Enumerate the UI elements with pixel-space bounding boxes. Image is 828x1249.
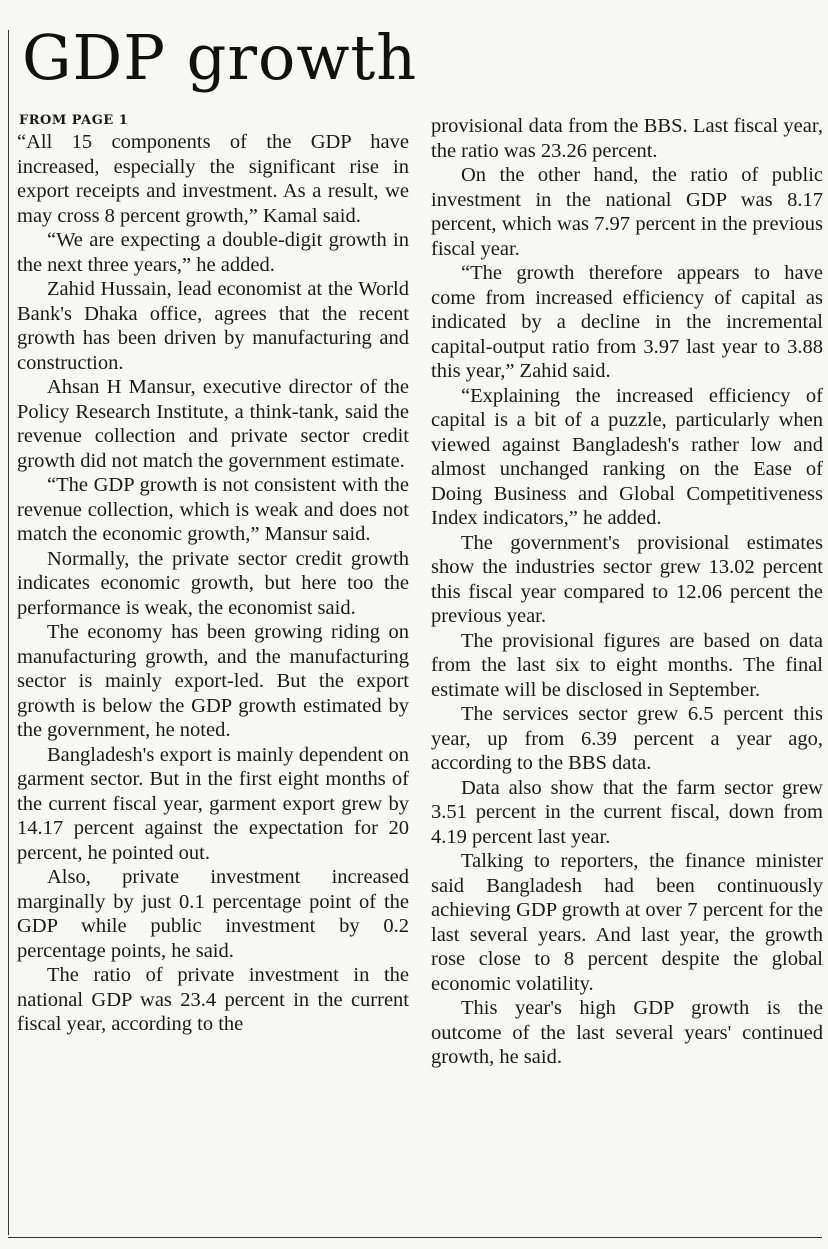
paragraph: This year's high GDP growth is the outcome of the last several years' continued growth, he said. bbox=[431, 997, 823, 1068]
paragraph: provisional data from the BBS. Last fiscal year, the ratio was 23.26 percent. bbox=[431, 115, 823, 162]
left-column-rule bbox=[8, 30, 9, 1235]
bottom-rule bbox=[8, 1237, 822, 1238]
paragraph: Zahid Hussain, lead economist at the World Bank's Dhaka office, agrees that the recent growth has been driven by manufacturing and construction. bbox=[17, 278, 409, 374]
right-column bbox=[431, 114, 823, 1070]
left-column bbox=[17, 112, 409, 1037]
paragraph: Normally, the private sector credit growth indicates economic growth, but here too the performance is weak, the economist said. bbox=[17, 547, 409, 619]
dateline: FROM PAGE 1 bbox=[19, 113, 129, 128]
paragraph: The services sector grew 6.5 percent this year, up from 6.39 percent a year ago, according to the BBS data. bbox=[431, 703, 823, 774]
paragraph: “We are expecting a double-digit growth in the next three years,” he added. bbox=[17, 229, 409, 276]
headline: GDP growth bbox=[22, 21, 418, 94]
paragraph: The government's provisional estimates show the industries sector grew 13.02 percent this fiscal year compared to 12.06 percent the previous year. bbox=[431, 531, 823, 627]
paragraph: On the other hand, the ratio of public investment in the national GDP was 8.17 percent, which was 7.97 percent in the previous fiscal year. bbox=[431, 164, 823, 260]
paragraph: The economy has been growing riding on manufacturing growth, and the manufacturing sector is mainly export-led. But the export growth is below the GDP growth estimated by the government, he noted. bbox=[17, 621, 409, 741]
paragraph: The provisional figures are based on data from the last six to eight months. The final estimate will be disclosed in September. bbox=[431, 629, 823, 701]
paragraph: Also, private investment increased marginally by just 0.1 percentage point of the GDP while public investment by 0.2 percentage points, he said. bbox=[17, 866, 409, 962]
paragraph: Data also show that the farm sector grew 3.51 percent in the current fiscal, down from 4.19 percent last year. bbox=[431, 776, 823, 848]
paragraph: Talking to reporters, the finance minister said Bangladesh had been continuously achieving GDP growth at over 7 percent for the last several years. And last year, the growth rose close to 8 percent despite the global economic volatility. bbox=[431, 850, 823, 995]
paragraph: Bangladesh's export is mainly dependent on garment sector. But in the first eight months of the current fiscal year, garment export grew by 14.17 percent against the expectation for 20 percent, he pointed out. bbox=[17, 743, 409, 864]
paragraph: “Explaining the increased efficiency of capital is a bit of a puzzle, particularly when viewed against Bangladesh's rather low and almost unchanged ranking on the Ease of Doing Business and Global Competitiveness Index indicators,” he added. bbox=[431, 384, 823, 529]
paragraph: Ahsan H Mansur, executive director of the Policy Research Institute, a think-tank, said the revenue collection and private sector credit growth did not match the government estimate. bbox=[17, 376, 409, 472]
paragraph: “The growth therefore appears to have come from increased efficiency of capital as indicated by a decline in the incremental capital-output ratio from 3.97 last year to 3.88 this year,” Zahid said. bbox=[431, 262, 823, 382]
paragraph: “The GDP growth is not consistent with the revenue collection, which is weak and does not match the economic growth,” Mansur said. bbox=[17, 474, 409, 545]
paragraph: The ratio of private investment in the national GDP was 23.4 percent in the current fiscal year, according to the bbox=[17, 964, 409, 1035]
paragraph: “All 15 components of the GDP have increased, especially the significant rise in export receipts and investment. As a result, we may cross 8 percent growth,” Kamal said. bbox=[17, 131, 409, 227]
